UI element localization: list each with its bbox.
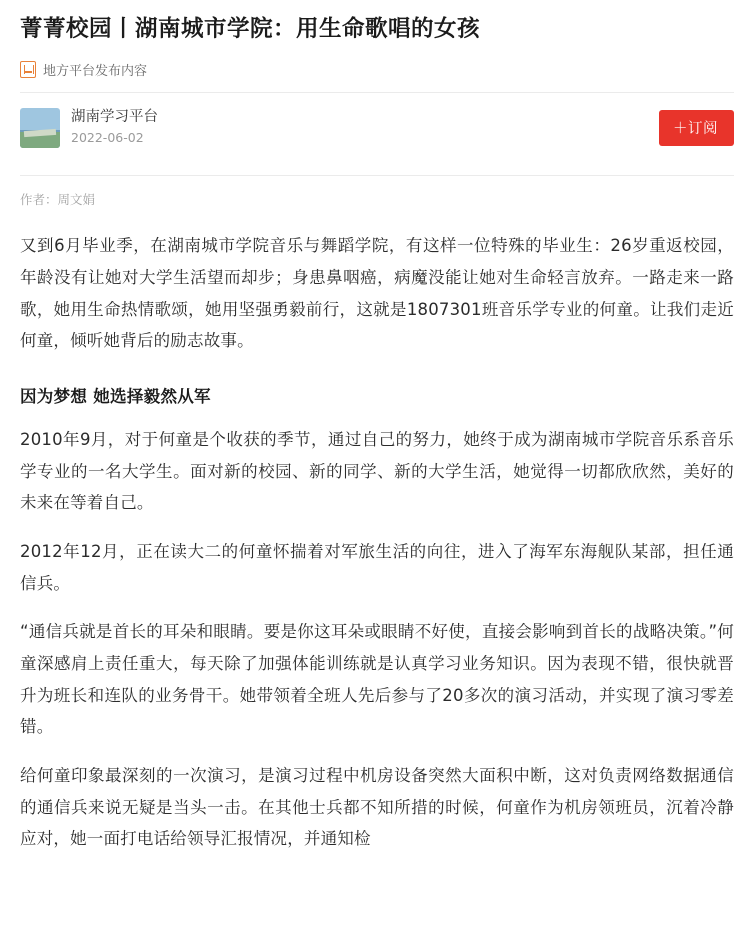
- paragraph: “通信兵就是首长的耳朵和眼睛。要是你这耳朵或眼睛不好使，直接会影响到首长的战略决策。”何童深感肩上责任重大，每天除了加强体能训练就是认真学习业务知识。因为表现不错，很快就晋升为班长和连队的业务骨干。她带领着全班人先后参与了20多次的演习活动，并实现了演习零差错。: [20, 622, 734, 737]
- page-title: 菁菁校园丨湖南城市学院：用生命歌唱的女孩: [20, 16, 481, 42]
- book-icon: [20, 61, 36, 78]
- platform-name[interactable]: 湖南学习平台: [71, 109, 158, 126]
- paragraph: 2010年9月，对于何童是个收获的季节，通过自己的努力，她终于成为湖南城市学院音乐系音乐学专业的一名大学生。面对新的校园、新的同学、新的大学生活，她觉得一切都欣欣然，美好的未来在等着自己。: [20, 430, 734, 513]
- paragraph: 2012年12月，正在读大二的何童怀揣着对军旅生活的向往，进入了海军东海舰队某部，担任通信兵。: [20, 542, 734, 593]
- avatar: [20, 108, 60, 148]
- source-row: [20, 60, 734, 79]
- publisher-info: [71, 107, 659, 148]
- paragraph: 又到6月毕业季，在湖南城市学院音乐与舞蹈学院，有这样一位特殊的毕业生：26岁重返校园，年龄没有让她对大学生活望而却步；身患鼻咽癌，病魔没能让她对生命轻言放弃。一路走来一路歌，她用生命热情歌颂，她用坚强勇毅前行，这就是1807301班音乐学专业的何童。让我们走近何童，倾听她背后的励志故事。: [20, 236, 734, 351]
- subscribe-button[interactable]: ＋订阅: [659, 110, 734, 146]
- article-page: [0, 14, 754, 855]
- section-heading: 因为梦想 她选择毅然从军: [20, 387, 211, 407]
- paragraph: 给何童印象最深刻的一次演习，是演习过程中机房设备突然大面积中断，这对负责网络数据通信的通信兵来说无疑是当头一击。在其他士兵都不知所措的时候，何童作为机房领班员，沉着冷静应对，她一面打电话给领导汇报情况，并通知检: [20, 766, 734, 849]
- author-line: 作者：周文娟: [20, 192, 96, 208]
- source-label: 地方平台发布内容: [43, 64, 148, 80]
- publish-date: 2022-06-02: [71, 130, 144, 146]
- publisher-meta-row: [20, 93, 734, 162]
